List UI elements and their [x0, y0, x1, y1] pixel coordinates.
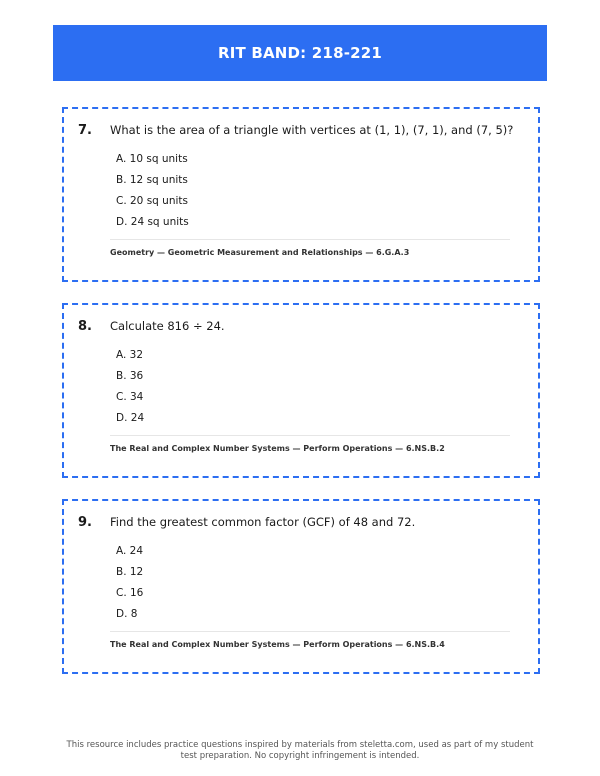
option-b[interactable]: B. 36 [116, 370, 144, 382]
option-a[interactable]: A. 24 [116, 545, 144, 557]
question-number: 9. [78, 515, 92, 530]
question-card-8 [62, 303, 540, 478]
option-c[interactable]: C. 20 sq units [116, 195, 188, 207]
option-b[interactable]: B. 12 [116, 566, 144, 578]
footer-disclaimer: This resource includes practice questions inspired by materials from steletta.com, used as part of my student test preparation. No copyright infringement is intended. [66, 740, 534, 761]
header-title: RIT BAND: 218-221 [217, 44, 383, 62]
question-text: Calculate 816 ÷ 24. [110, 319, 225, 333]
page-header [53, 25, 547, 81]
question-row [78, 515, 524, 530]
question-row [78, 123, 524, 138]
option-c[interactable]: C. 34 [116, 391, 144, 403]
question-text: Find the greatest common factor (GCF) of 48 and 72. [110, 515, 416, 529]
question-number: 8. [78, 319, 92, 334]
question-card-7 [62, 107, 540, 282]
divider [110, 239, 510, 240]
answer-options [116, 152, 189, 236]
option-d[interactable]: D. 8 [116, 608, 138, 620]
divider [110, 435, 510, 436]
question-text: What is the area of a triangle with vertices at (1, 1), (7, 1), and (7, 5)? [110, 123, 514, 137]
standard-label: Geometry — Geometric Measurement and Relationships — 6.G.A.3 [110, 248, 410, 257]
standard-label: The Real and Complex Number Systems — Perform Operations — 6.NS.B.2 [110, 444, 445, 453]
standard-label: The Real and Complex Number Systems — Perform Operations — 6.NS.B.4 [110, 640, 445, 649]
divider [110, 631, 510, 632]
question-number: 7. [78, 123, 92, 138]
option-d[interactable]: D. 24 [116, 412, 145, 424]
option-d[interactable]: D. 24 sq units [116, 216, 189, 228]
option-a[interactable]: A. 32 [116, 349, 144, 361]
option-b[interactable]: B. 12 sq units [116, 174, 188, 186]
question-card-9 [62, 499, 540, 674]
option-c[interactable]: C. 16 [116, 587, 144, 599]
answer-options [116, 348, 144, 432]
option-a[interactable]: A. 10 sq units [116, 153, 188, 165]
question-row [78, 319, 524, 334]
answer-options [116, 544, 143, 628]
